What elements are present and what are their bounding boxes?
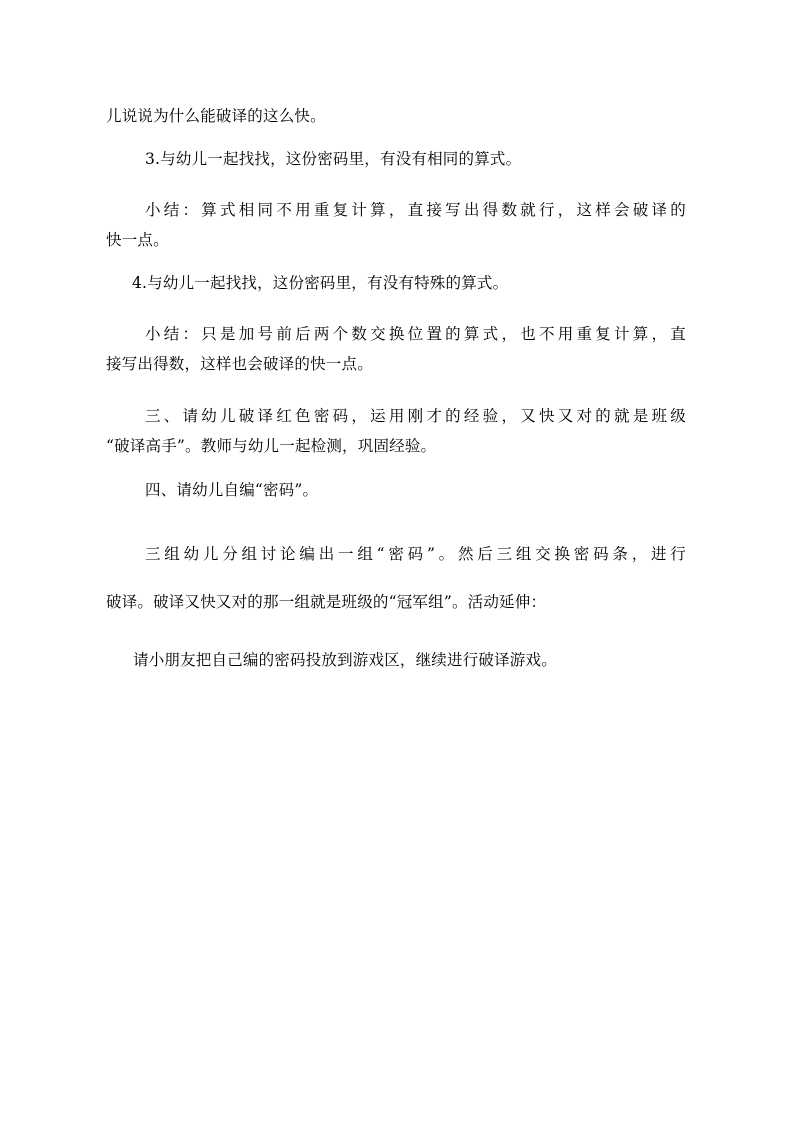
paragraph-line-4: 快一点。: [106, 231, 169, 249]
paragraph-line-8: 三、请幼儿破译红色密码，运用刚才的经验，又快又对的就是班级: [145, 407, 686, 425]
paragraph-line-10: 四、请幼儿自编“密码”。: [145, 481, 319, 499]
paragraph-line-7: 接写出得数，这样也会破译的快一点。: [106, 355, 373, 373]
paragraph-line-11: 三组幼儿分组讨论编出一组“密码”。然后三组交换密码条，进行: [145, 545, 686, 563]
paragraph-line-13: 请小朋友把自己编的密码投放到游戏区，继续进行破译游戏。: [133, 651, 557, 669]
paragraph-line-1: 儿说说为什么能破译的这么快。: [106, 107, 326, 125]
paragraph-line-9: “破译高手”。教师与幼儿一起检测，巩固经验。: [106, 437, 437, 455]
paragraph-line-12: 破译。破译又快又对的那一组就是班级的“冠军组”。活动延伸：: [106, 593, 547, 611]
paragraph-line-2: 3.与幼儿一起找找，这份密码里，有没有相同的算式。: [145, 150, 522, 168]
paragraph-line-3: 小结：算式相同不用重复计算，直接写出得数就行，这样会破译的: [145, 201, 686, 219]
paragraph-line-6: 小结：只是加号前后两个数交换位置的算式，也不用重复计算，直: [145, 325, 686, 343]
paragraph-line-5: 4.与幼儿一起找找，这份密码里，有没有特殊的算式。: [132, 274, 509, 292]
